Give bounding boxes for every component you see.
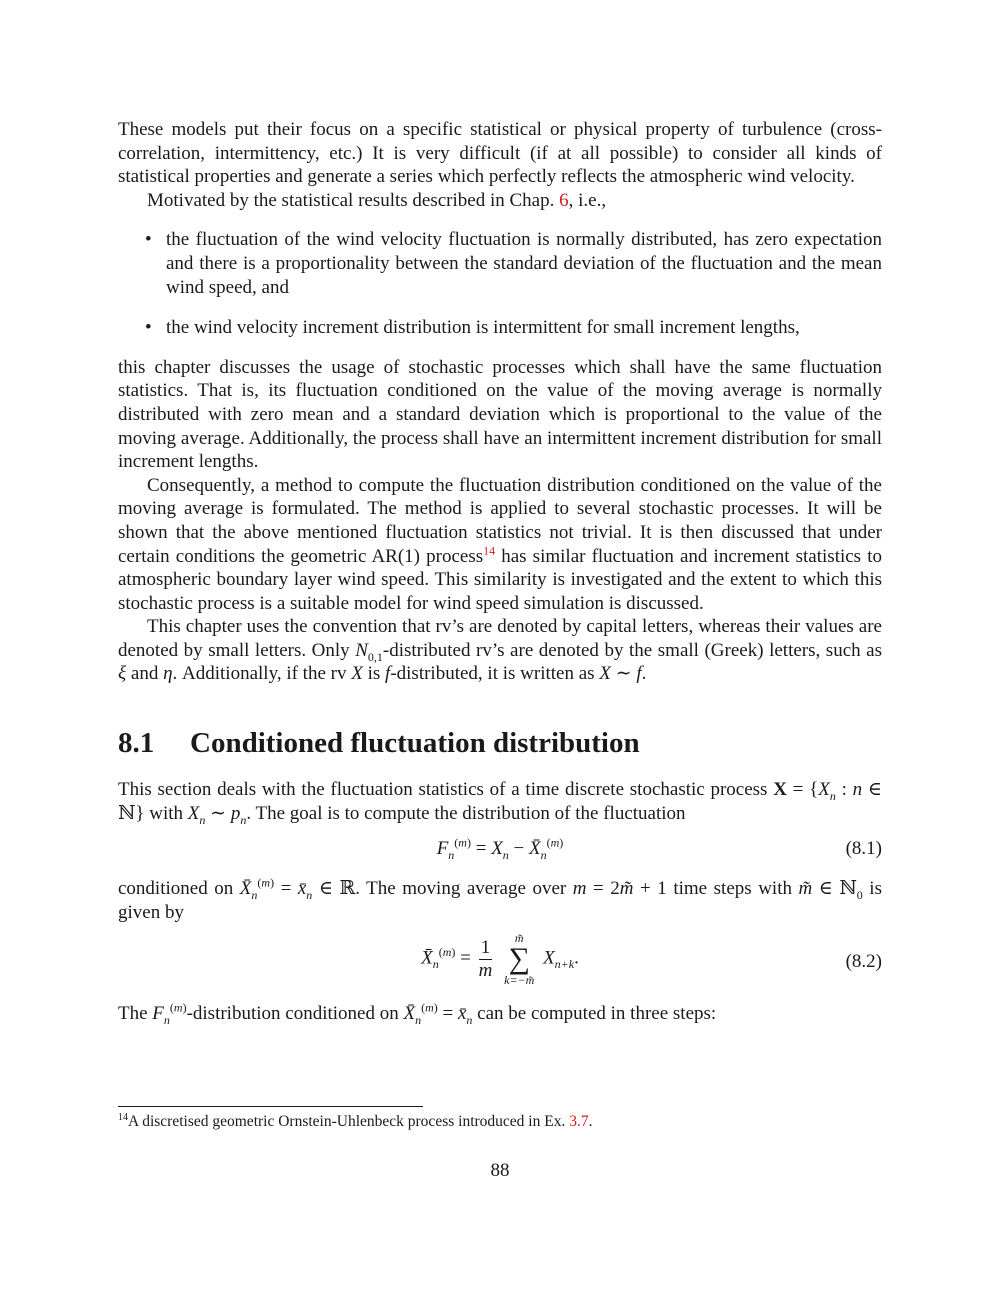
paragraph-chapter-aim: this chapter discusses the usage of stochastic processes which shall have the same fluctuation statistics. That is, its fluctuation conditioned on the value of the moving average is normally distributed with zero mean and a standard deviation which is proportional to the value of the moving average. Additionally, the process shall have an intermittent increment distribution for small increment lengths. (118, 356, 882, 473)
paragraph-convention: This chapter uses the convention that rv’s are denoted by capital letters, whereas their values are denoted by small letters. Only $N_{0,1}$-distributed rv’s are denoted by the small (Greek) letters, such as ξ and η. Additionally, if the rv X is f-distributed, it is written as X ∼ f. (118, 616, 882, 685)
equation-8-1: $F_n^{(m)} = X_n$ − $X̄_n^{(m)}$ (8.1) (436, 835, 882, 863)
bullet-item: • the fluctuation of the wind velocity fluctuation is normally distributed, has zero expectation and there is a proportionality between the standard deviation of the fluctuation and the mean wind speed, and (118, 228, 882, 299)
paragraph-method: Consequently, a method to compute the fluctuation distribution conditioned on the value of the moving average is formulated. The method is applied to several stochastic processes. It will be shown that the above mentioned fluctuation statistics not trivial. It is then discussed that under certain conditions the geometric AR(1) process$^{14}$ has similar fluctuation and increment statistics to atmospheric boundary layer wind speed. This similarity is investigated and the extent to which this stochastic process is a suitable model for wind speed simulation is discussed. (118, 474, 882, 614)
paragraph-conditioned: conditioned on $X̄_n^{(m)}$ = $x̄_n$ ∈ ℝ. The moving average over m = 2m̃ + 1 time steps with m̃ ∈ ℕ$_0$ is given by (118, 875, 882, 923)
paragraph-motivation: Motivated by the statistical results described in Chap. 6, i.e., (147, 189, 607, 211)
footnote: $^{14}$A discretised geometric Ornstein-Uhlenbeck process introduced in Ex. 3.7. (118, 1111, 593, 1130)
paragraph-steps: The $F_n^{(m)}$-distribution conditioned on $X̄_n^{(m)}$ = $x̄_n$ can be computed in three steps: (118, 1001, 717, 1028)
section-heading: 8.1 Conditioned fluctuation distribution (118, 727, 640, 760)
example-ref-link[interactable]: 3.7 (569, 1113, 589, 1130)
equation-8-2: $X̄_n^{(m)}$ = $\frac{1}{m}$ m̃ ∑ k=−m̃ $X_{n+k}$. (8.2) (421, 931, 882, 988)
bullet-item: • the wind velocity increment distribution is intermittent for small increment lengths, (118, 316, 882, 340)
bullet-list (118, 228, 882, 339)
page-body (118, 118, 882, 1026)
paragraph-section-intro: This section deals with the fluctuation statistics of a time discrete stochastic process $X = \{X_n$ : n ∈ ℕ} with $X_n$ ∼ $p_n$. The goal is to compute the distribution of the fluctuation (118, 779, 882, 827)
footnote-marker-link[interactable]: 14 (483, 543, 496, 558)
chapter-ref-link[interactable]: 6 (559, 189, 569, 211)
paragraph-intro: These models put their focus on a specific statistical or physical property of turbulence (cross-correlation, intermittency, etc.) It is very difficult (if at all possible) to consider all kinds of statistical properties and generate a series which perfectly reflects the atmospheric wind velocity. (118, 119, 882, 188)
page-number: 88 (490, 1160, 510, 1181)
footnote-rule (118, 1106, 423, 1107)
equation-number: (8.1) (845, 838, 882, 860)
equation-number: (8.2) (845, 951, 882, 973)
